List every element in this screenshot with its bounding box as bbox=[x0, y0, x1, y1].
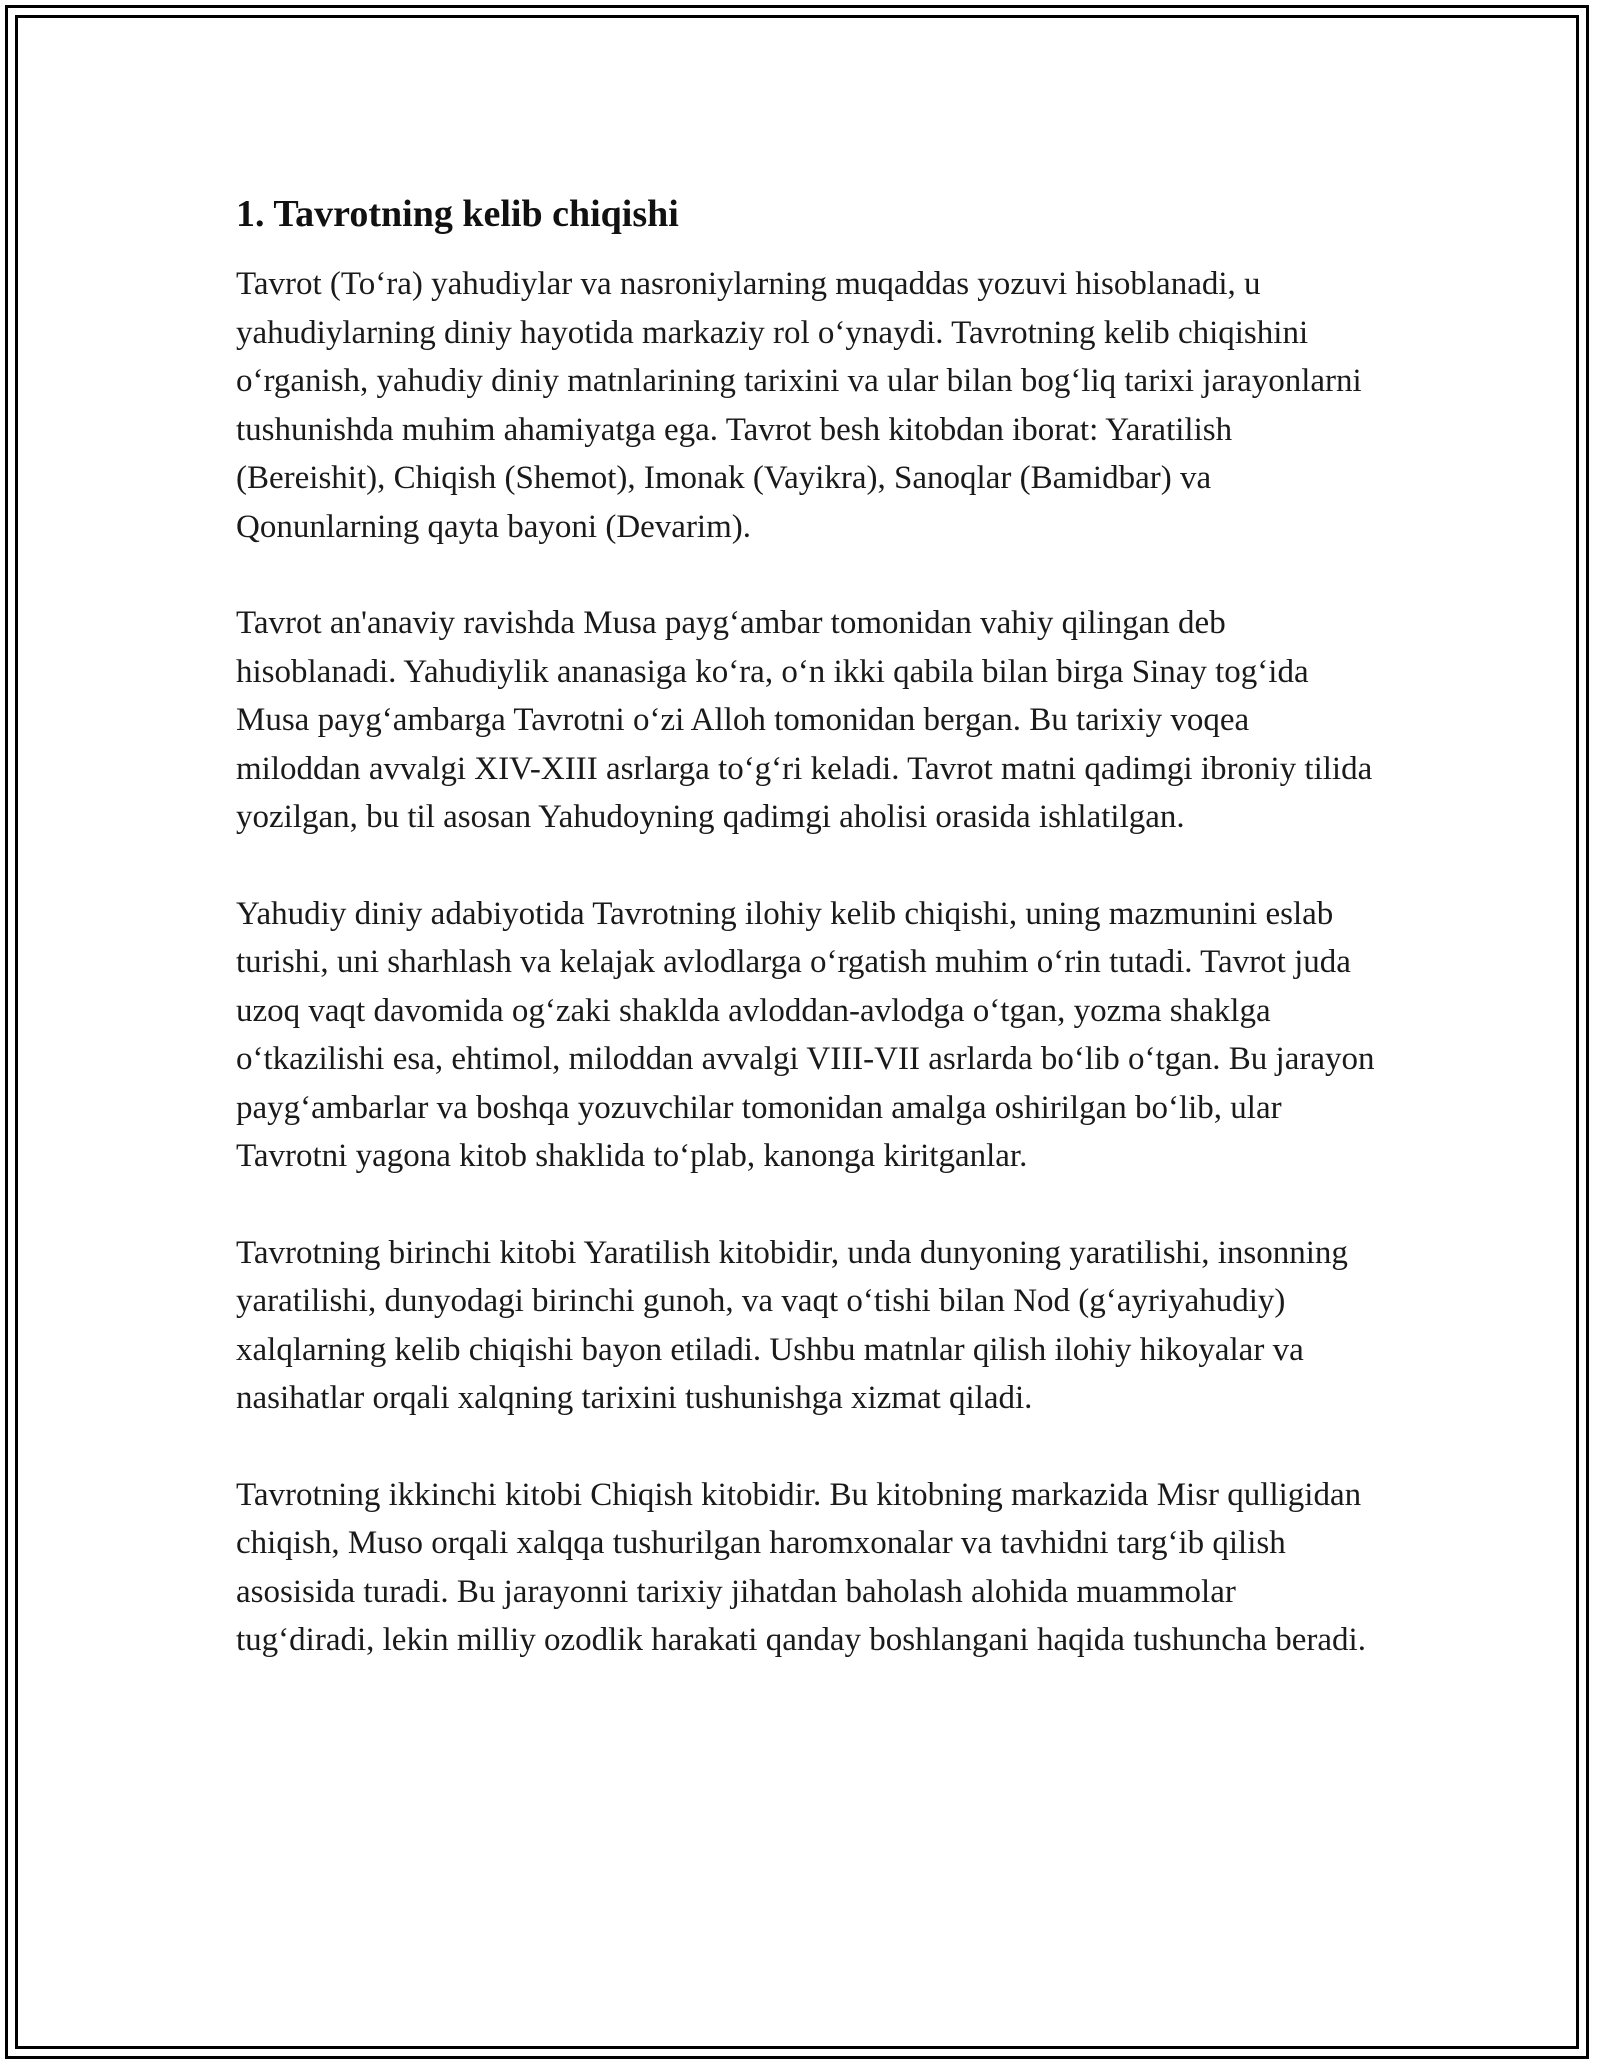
section-title: 1. Tavrotning kelib chiqishi bbox=[236, 193, 679, 235]
paragraph-4: Tavrotning birinchi kitobi Yaratilish kitobidir, unda dunyoning yaratilishi, insonning yaratilishi, dunyodagi birinchi gunoh, va vaqt o‘tishi bilan Nod (g‘ayriyahudiy) xalqlarning kelib chiqishi bayon etiladi. Ushbu matnlar qilish ilohiy hikoyalar va nasihatlar orqali xalqning tarixini tushunishga xizmat qiladi. bbox=[236, 1234, 1348, 1416]
paragraph-2: Tavrot an'anaviy ravishda Musa payg‘ambar tomonidan vahiy qilingan deb hisoblanadi. Yahudiylik ananasiga ko‘ra, o‘n ikki qabila bilan birga Sinay tog‘ida Musa payg‘ambarga Tavrotni o‘zi Alloh tomonidan bergan. Bu tarixiy voqea miloddan avvalgi XIV-XIII asrlarga to‘g‘ri keladi. Tavrot matni qadimgi ibroniy tilida yozilgan, bu til asosan Yahudoyning qadimgi aholisi orasida ishlatilgan. bbox=[236, 605, 1373, 835]
paragraph-3: Yahudiy diniy adabiyotida Tavrotning ilohiy kelib chiqishi, uning mazmunini eslab turishi, uni sharhlash va kelajak avlodlarga o‘rgatish muhim o‘rin tutadi. Tavrot juda uzoq vaqt davomida og‘zaki shaklda avloddan-avlodga o‘tgan, yozma shaklga o‘tkazilishi esa, ehtimol, miloddan avvalgi VIII-VII asrlarda bo‘lib o‘tgan. Bu jarayon payg‘ambarlar va boshqa yozuvchilar tomonidan amalga oshirilgan bo‘lib, ular Tavrotni yagona kitob shaklida to‘plab, kanonga kiritganlar. bbox=[236, 895, 1375, 1174]
paragraph-1: Tavrot (To‘ra) yahudiylar va nasroniylarning muqaddas yozuvi hisoblanadi, u yahudiylarning diniy hayotida markaziy rol o‘ynaydi. Tavrotning kelib chiqishini o‘rganish, yahudiy diniy matnlarining tarixini va ular bilan bog‘liq tarixi jarayonlarni tushunishda muhim ahamiyatga ega. Tavrot besh kitobdan iborat: Yaratilish (Bereishit), Chiqish (Shemot), Imonak (Vayikra), Sanoqlar (Bamidbar) va Qonunlarning qayta bayoni (Devarim). bbox=[236, 266, 1362, 545]
paragraph-5: Tavrotning ikkinchi kitobi Chiqish kitobidir. Bu kitobning markazida Misr qulligidan chiqish, Muso orqali xalqqa tushurilgan haromxonalar va tavhidni targ‘ib qilish asosisida turadi. Bu jarayonni tarixiy jihatdan baholash alohida muammolar tug‘diradi, lekin milliy ozodlik harakati qanday boshlangani haqida tushuncha beradi. bbox=[236, 1476, 1366, 1658]
document-body bbox=[236, 190, 1376, 1713]
